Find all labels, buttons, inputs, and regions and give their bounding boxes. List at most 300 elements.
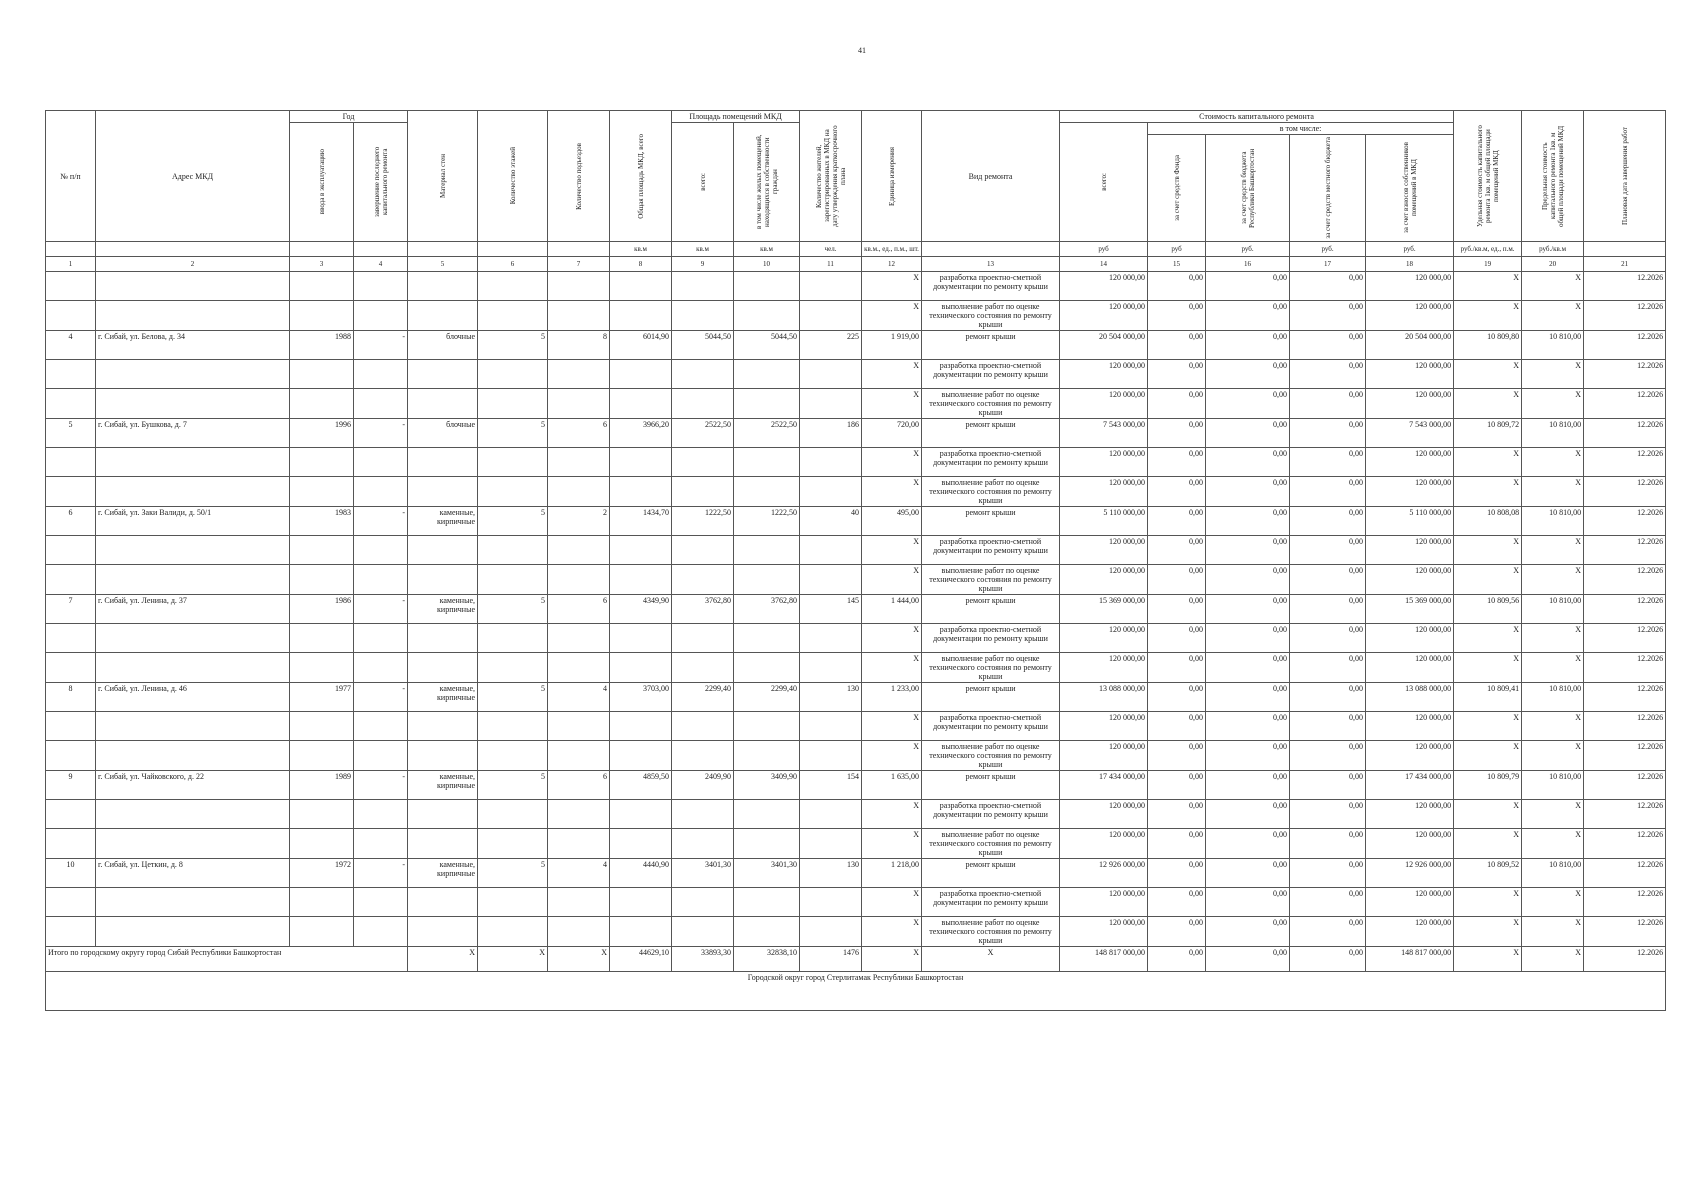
cell-c16: 0,00 [1206,829,1290,859]
cell-y2 [354,741,408,771]
cell-c18: 120 000,00 [1366,272,1454,301]
cell-p: 40 [800,507,862,536]
total-label: Итого по городскому округу город Сибай Республики Башкортостан [46,947,408,972]
cell-y1: 1988 [290,331,354,360]
header-entrances: Количество подъездов [548,111,610,242]
cell-unit: 1 919,00 [862,331,922,360]
cell-a8: 4440,90 [610,859,672,888]
cell-c20: X [1522,272,1584,301]
cell-addr [96,829,290,859]
cell-c16: 0,00 [1206,741,1290,771]
cell-c19: X [1454,565,1522,595]
table-row [46,829,1666,859]
cell-y1 [290,565,354,595]
capital-repair-table-sheet [45,110,1665,1011]
cell-en [548,448,610,477]
cell-p [800,712,862,741]
cell-c15: 0,00 [1148,653,1206,683]
header-unit: Единица измерения [862,111,922,242]
units-row-group [46,242,1666,257]
cell-addr: г. Сибай, ул. Заки Валиди, д. 50/1 [96,507,290,536]
cell-c17: 0,00 [1290,360,1366,389]
cell-a10: 2522,50 [734,419,800,448]
cell-c20: X [1522,653,1584,683]
cell-c19: 10 809,56 [1454,595,1522,624]
cell-unit: X [862,301,922,331]
cell-n [46,272,96,301]
cell-a8 [610,888,672,917]
cell-a9 [672,653,734,683]
cell-d: 12.2026 [1584,272,1666,301]
cell-a9 [672,477,734,507]
data-rows [46,272,1666,947]
cell-c16: 0,00 [1206,653,1290,683]
cell-fl: 5 [478,507,548,536]
cell-fl [478,624,548,653]
cell-c15: 0,00 [1148,389,1206,419]
cell-en: 6 [548,419,610,448]
cell-unit: X [862,565,922,595]
cell-a8 [610,536,672,565]
cell-c20: X [1522,389,1584,419]
cell-c14: 120 000,00 [1060,272,1148,301]
cell-a10: 1222,50 [734,507,800,536]
cell-mat [408,624,478,653]
cell-work: ремонт крыши [922,683,1060,712]
cell-d: 12.2026 [1584,712,1666,741]
cell-n [46,301,96,331]
cell-c18: 120 000,00 [1366,536,1454,565]
cell-work: выполнение работ по оценке технического состояния по ремонту крыши [922,653,1060,683]
cell-c16: 0,00 [1206,565,1290,595]
total-row [46,947,1666,972]
cell-mat [408,653,478,683]
cell-c16: 0,00 [1206,419,1290,448]
column-number-cell: 19 [1454,257,1522,272]
cell-a8 [610,272,672,301]
cell-c17: 0,00 [1290,536,1366,565]
cell-c17: 0,00 [1290,741,1366,771]
cell-d: 12.2026 [1584,389,1666,419]
cell-c19: X [1454,360,1522,389]
page-number: 41 [858,46,866,55]
cell-addr [96,301,290,331]
cell-p [800,653,862,683]
cell-a8 [610,624,672,653]
cell-unit: X [862,272,922,301]
unit-cell: кв.м., ед., п.м., шт. [862,242,922,257]
cell-c15: 0,00 [1148,507,1206,536]
cell-y2 [354,301,408,331]
cell-c20: X [1522,741,1584,771]
cell-a10 [734,741,800,771]
cell-addr [96,624,290,653]
cell-unit: 720,00 [862,419,922,448]
cell-d: 12.2026 [1584,917,1666,947]
table-row [46,712,1666,741]
cell-addr [96,888,290,917]
cell-c16: 0,00 [1206,683,1290,712]
cell-c18: 120 000,00 [1366,360,1454,389]
table-row [46,360,1666,389]
cell-c20: X [1522,712,1584,741]
cell-y2: - [354,331,408,360]
cell-a8 [610,448,672,477]
cell-addr [96,536,290,565]
cell-a8 [610,301,672,331]
table-row [46,683,1666,712]
header-unit-cost: Удельная стоимость капитального ремонта 1кв. м общей площади помещений МКД [1454,111,1522,242]
cell-y1 [290,272,354,301]
cell-p: 186 [800,419,862,448]
cell-c14: 120 000,00 [1060,888,1148,917]
cell-y1 [290,301,354,331]
cell-en [548,272,610,301]
cell-unit: X [862,741,922,771]
cell-y2 [354,653,408,683]
cell-mat: каменные, кирпичные [408,507,478,536]
cell-p [800,389,862,419]
cell-a10 [734,888,800,917]
header-year: Год [290,111,408,123]
cell-y1: 1977 [290,683,354,712]
cell-addr [96,565,290,595]
unit-cell [548,242,610,257]
cell-c15: 0,00 [1148,859,1206,888]
cell-n: 6 [46,507,96,536]
cell-a10 [734,448,800,477]
header-max-cost: Предельная стоимость капитального ремонта 1кв. м общей площади помещений МКД [1522,111,1584,242]
cell-a10 [734,565,800,595]
cell-a10 [734,301,800,331]
cell-c15: 0,00 [1148,741,1206,771]
cell-work: ремонт крыши [922,859,1060,888]
cell-c17: 0,00 [1290,301,1366,331]
cell-a10 [734,272,800,301]
cell-unit: X [862,653,922,683]
cell-c14: 120 000,00 [1060,477,1148,507]
cell-a8 [610,741,672,771]
cell-work: выполнение работ по оценке технического состояния по ремонту крыши [922,917,1060,947]
header-last-repair: завершение последнего капитального ремонта [354,123,408,242]
cell-c19: X [1454,272,1522,301]
cell-c16: 0,00 [1206,859,1290,888]
cell-a10 [734,477,800,507]
cell-unit: 1 218,00 [862,859,922,888]
cell-c15: 0,00 [1148,624,1206,653]
total-cell: X [408,947,478,972]
table-row [46,477,1666,507]
column-number-cell: 9 [672,257,734,272]
cell-n: 5 [46,419,96,448]
cell-a9 [672,800,734,829]
cell-fl [478,565,548,595]
cell-c16: 0,00 [1206,448,1290,477]
cell-work: разработка проектно-сметной документации по ремонту крыши [922,536,1060,565]
cell-work: разработка проектно-сметной документации по ремонту крыши [922,360,1060,389]
cell-a9 [672,272,734,301]
table-row [46,653,1666,683]
cell-fl [478,829,548,859]
cell-p [800,829,862,859]
cell-c18: 120 000,00 [1366,477,1454,507]
cell-work: выполнение работ по оценке технического состояния по ремонту крыши [922,829,1060,859]
cell-c14: 120 000,00 [1060,448,1148,477]
cell-en: 2 [548,507,610,536]
cell-addr [96,712,290,741]
cell-unit: X [862,800,922,829]
cell-mat: каменные, кирпичные [408,859,478,888]
cell-d: 12.2026 [1584,653,1666,683]
cell-y1 [290,448,354,477]
cell-en: 4 [548,683,610,712]
total-cell: X [1454,947,1522,972]
cell-c15: 0,00 [1148,829,1206,859]
cell-c14: 15 369 000,00 [1060,595,1148,624]
cell-d: 12.2026 [1584,331,1666,360]
cell-a10: 2299,40 [734,683,800,712]
cell-c18: 120 000,00 [1366,301,1454,331]
cell-mat [408,360,478,389]
cell-y2 [354,536,408,565]
cell-en [548,653,610,683]
cell-a10 [734,653,800,683]
cell-c20: X [1522,888,1584,917]
table-row [46,536,1666,565]
cell-c16: 0,00 [1206,624,1290,653]
cell-n [46,389,96,419]
cell-en: 8 [548,331,610,360]
header-repair-type: Вид ремонта [922,111,1060,242]
cell-addr: г. Сибай, ул. Белова, д. 34 [96,331,290,360]
cell-c15: 0,00 [1148,771,1206,800]
header-republic-budget: за счет средств бюджета Республики Башкортостан [1206,135,1290,242]
cell-a8: 3966,20 [610,419,672,448]
cell-fl: 5 [478,419,548,448]
cell-work: разработка проектно-сметной документации по ремонту крыши [922,272,1060,301]
cell-y1: 1996 [290,419,354,448]
cell-a10 [734,536,800,565]
cell-c17: 0,00 [1290,448,1366,477]
cell-c18: 120 000,00 [1366,829,1454,859]
header-commission-year: ввода в эксплуатацию [290,123,354,242]
cell-fl [478,389,548,419]
cell-y2 [354,888,408,917]
cell-addr [96,477,290,507]
cell-c18: 5 110 000,00 [1366,507,1454,536]
cell-c18: 13 088 000,00 [1366,683,1454,712]
header-area-total: всего: [672,123,734,242]
cell-n [46,360,96,389]
cell-y1 [290,800,354,829]
column-numbers-row-group [46,257,1666,272]
cell-y1 [290,536,354,565]
table-row [46,565,1666,595]
cell-c15: 0,00 [1148,917,1206,947]
cell-c19: X [1454,624,1522,653]
cell-c19: X [1454,389,1522,419]
unit-cell [408,242,478,257]
cell-d: 12.2026 [1584,859,1666,888]
next-section-row [46,972,1666,1011]
cell-fl: 5 [478,595,548,624]
cell-c19: X [1454,917,1522,947]
cell-a9 [672,301,734,331]
column-number-cell: 11 [800,257,862,272]
cell-p: 130 [800,683,862,712]
cell-addr [96,653,290,683]
total-cell: 32838,10 [734,947,800,972]
cell-p [800,565,862,595]
cell-y2 [354,800,408,829]
cell-d: 12.2026 [1584,829,1666,859]
cell-c14: 120 000,00 [1060,829,1148,859]
cell-n [46,536,96,565]
cell-c18: 120 000,00 [1366,712,1454,741]
column-numbers-row [46,257,1666,272]
table-row [46,800,1666,829]
total-cell: 12.2026 [1584,947,1666,972]
cell-d: 12.2026 [1584,888,1666,917]
cell-n: 8 [46,683,96,712]
cell-unit: X [862,888,922,917]
total-cell: 148 817 000,00 [1366,947,1454,972]
cell-d: 12.2026 [1584,301,1666,331]
cell-unit: 1 635,00 [862,771,922,800]
cell-y2 [354,917,408,947]
cell-unit: X [862,829,922,859]
column-number-cell: 20 [1522,257,1584,272]
cell-c19: 10 809,52 [1454,859,1522,888]
cell-c15: 0,00 [1148,331,1206,360]
column-number-cell: 17 [1290,257,1366,272]
cell-c20: X [1522,624,1584,653]
cell-fl [478,653,548,683]
cell-mat [408,800,478,829]
cell-n [46,653,96,683]
cell-fl: 5 [478,331,548,360]
total-cell: X [1522,947,1584,972]
cell-n: 7 [46,595,96,624]
capital-repair-table [45,110,1666,1011]
column-number-cell: 21 [1584,257,1666,272]
unit-cell [1584,242,1666,257]
cell-mat [408,448,478,477]
table-row [46,389,1666,419]
cell-c15: 0,00 [1148,595,1206,624]
cell-addr: г. Сибай, ул. Бушкова, д. 7 [96,419,290,448]
cell-c16: 0,00 [1206,917,1290,947]
column-number-cell: 10 [734,257,800,272]
cell-addr [96,272,290,301]
header-num: № п/п [46,111,96,242]
cell-en [548,712,610,741]
cell-addr [96,448,290,477]
cell-mat [408,741,478,771]
cell-d: 12.2026 [1584,507,1666,536]
cell-a8 [610,565,672,595]
cell-mat: каменные, кирпичные [408,771,478,800]
cell-c16: 0,00 [1206,595,1290,624]
cell-fl [478,888,548,917]
cell-a9 [672,888,734,917]
cell-a9: 3762,80 [672,595,734,624]
cell-y1: 1986 [290,595,354,624]
cell-c19: X [1454,888,1522,917]
cell-y1 [290,624,354,653]
cell-p [800,888,862,917]
cell-d: 12.2026 [1584,595,1666,624]
total-cell: 44629,10 [610,947,672,972]
cell-d: 12.2026 [1584,624,1666,653]
header-wall-material: Материал стен [408,111,478,242]
header-including: в том числе: [1148,123,1454,135]
cell-fl [478,712,548,741]
cell-a8 [610,653,672,683]
cell-mat [408,301,478,331]
cell-c15: 0,00 [1148,536,1206,565]
cell-c15: 0,00 [1148,477,1206,507]
cell-p [800,917,862,947]
cell-d: 12.2026 [1584,741,1666,771]
cell-c19: X [1454,301,1522,331]
header-area-private: в том числе жилых помещений, находящихся в собственности граждан [734,123,800,242]
cell-y2: - [354,771,408,800]
unit-cell: руб [1148,242,1206,257]
cell-c20: X [1522,565,1584,595]
cell-c17: 0,00 [1290,477,1366,507]
cell-p: 154 [800,771,862,800]
unit-cell: руб. [1290,242,1366,257]
header-address: Адрес МКД [96,111,290,242]
cell-en: 4 [548,859,610,888]
total-cell: 33893,30 [672,947,734,972]
cell-c14: 120 000,00 [1060,741,1148,771]
table-row [46,624,1666,653]
cell-a9 [672,448,734,477]
cell-d: 12.2026 [1584,683,1666,712]
cell-c17: 0,00 [1290,829,1366,859]
header-cost-total: всего: [1060,123,1148,242]
cell-c17: 0,00 [1290,771,1366,800]
cell-a8: 3703,00 [610,683,672,712]
cell-a10: 3409,90 [734,771,800,800]
cell-p [800,741,862,771]
cell-work: выполнение работ по оценке технического состояния по ремонту крыши [922,477,1060,507]
cell-n [46,800,96,829]
cell-c15: 0,00 [1148,888,1206,917]
cell-c19: 10 809,79 [1454,771,1522,800]
total-cell: 1476 [800,947,862,972]
cell-d: 12.2026 [1584,448,1666,477]
cell-fl [478,301,548,331]
cell-unit: X [862,917,922,947]
header-cost-group: Стоимость капитального ремонта [1060,111,1454,123]
unit-cell: чел. [800,242,862,257]
cell-c19: X [1454,653,1522,683]
total-cell: 0,00 [1290,947,1366,972]
cell-c15: 0,00 [1148,272,1206,301]
cell-mat: каменные, кирпичные [408,683,478,712]
cell-d: 12.2026 [1584,771,1666,800]
unit-cell [96,242,290,257]
cell-work: разработка проектно-сметной документации по ремонту крыши [922,800,1060,829]
cell-p [800,272,862,301]
cell-y2 [354,389,408,419]
cell-a8 [610,389,672,419]
cell-c14: 120 000,00 [1060,301,1148,331]
cell-a9: 1222,50 [672,507,734,536]
